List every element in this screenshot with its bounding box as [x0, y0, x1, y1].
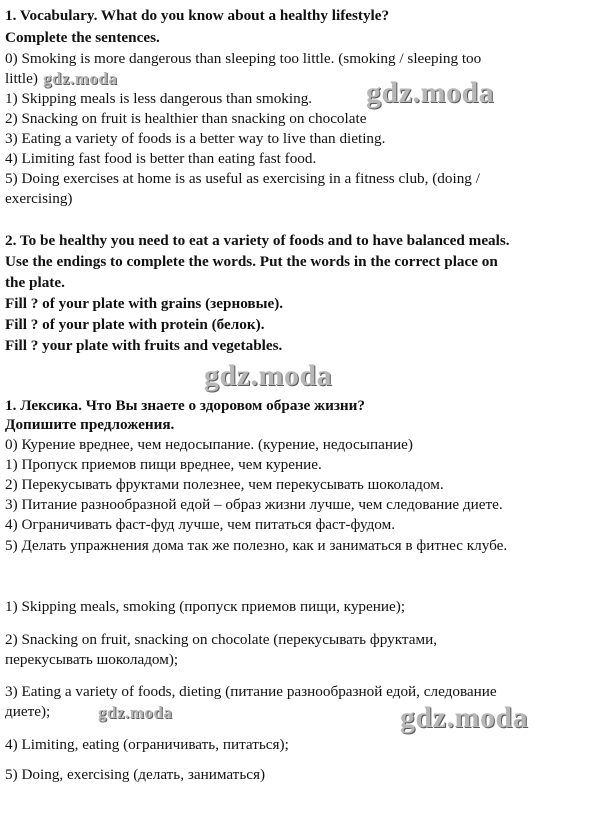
exercise-1-sentence-5: 5) Doing exercises at home is as useful as exercising in a fitness club, (doing /	[5, 170, 480, 187]
translation-sentence-2: 2) Перекусывать фруктами полезнее, чем перекусывать шоколадом.	[5, 476, 444, 493]
exercise-2-instruction-2: the plate.	[5, 274, 65, 291]
answer-5: 5) Doing, exercising (делать, заниматься)	[5, 766, 266, 783]
translation-sentence-0: 0) Курение вреднее, чем недосыпание. (курение, недосыпание)	[5, 436, 413, 453]
exercise-1-sentence-1: 1) Skipping meals is less dangerous than smoking.	[5, 90, 313, 107]
translation-instruction: Допишите предложения.	[5, 416, 175, 433]
exercise-1-title: 1. Vocabulary. What do you know about a healthy lifestyle?	[5, 7, 390, 24]
translation-title: 1. Лексика. Что Вы знаете о здоровом образе жизни?	[5, 397, 366, 414]
exercise-1-sentence-0-cont: little)	[5, 70, 38, 87]
exercise-2-instruction-1: Use the endings to complete the words. Put the words in the correct place on	[5, 253, 498, 270]
answer-3: 3) Eating a variety of foods, dieting (питание разнообразной едой, следование	[5, 683, 497, 700]
watermark-logo: gdz.moda	[400, 701, 529, 734]
exercise-1-sentence-0: 0) Smoking is more dangerous than sleeping too little. (smoking / sleeping too	[5, 50, 482, 67]
answer-2-cont: перекусывать шоколадом);	[5, 651, 179, 668]
watermark-logo: gdz.moda	[204, 359, 333, 392]
exercise-1-sentence-2: 2) Snacking on fruit is healthier than snacking on chocolate	[5, 110, 367, 127]
translation-sentence-3: 3) Питание разнообразной едой – образ жизни лучше, чем следование диете.	[5, 496, 503, 513]
answer-3-cont: диете);	[5, 703, 51, 720]
exercise-1-instruction: Complete the sentences.	[5, 29, 160, 46]
answer-4: 4) Limiting, eating (ограничивать, питаться);	[5, 736, 289, 753]
translation-sentence-1: 1) Пропуск приемов пищи вреднее, чем курение.	[5, 456, 322, 473]
exercise-2-title: 2. To be healthy you need to eat a variety of foods and to have balanced meals.	[5, 232, 510, 249]
exercise-2-fill-grains: Fill ? of your plate with grains (зерновые).	[5, 295, 284, 312]
watermark-logo: gdz.moda	[43, 69, 118, 88]
exercise-2-fill-vegetables: Fill ? your plate with fruits and vegetables.	[5, 337, 283, 354]
watermark-logo: gdz.moda	[366, 76, 495, 109]
translation-sentence-4: 4) Ограничивать фаст-фуд лучше, чем питаться фаст-фудом.	[5, 516, 396, 533]
answer-2: 2) Snacking on fruit, snacking on chocolate (перекусывать фруктами,	[5, 631, 437, 648]
exercise-1-sentence-5-cont: exercising)	[5, 190, 73, 207]
exercise-1-sentence-3: 3) Eating a variety of foods is a better way to live than dieting.	[5, 130, 386, 147]
answer-1: 1) Skipping meals, smoking (пропуск приемов пищи, курение);	[5, 598, 406, 615]
exercise-2-fill-protein: Fill ? of your plate with protein (белок).	[5, 316, 265, 333]
watermark-logo: gdz.moda	[98, 703, 173, 722]
exercise-1-sentence-4: 4) Limiting fast food is better than eating fast food.	[5, 150, 317, 167]
translation-sentence-5: 5) Делать упражнения дома так же полезно, как и заниматься в фитнес клубе.	[5, 537, 508, 554]
